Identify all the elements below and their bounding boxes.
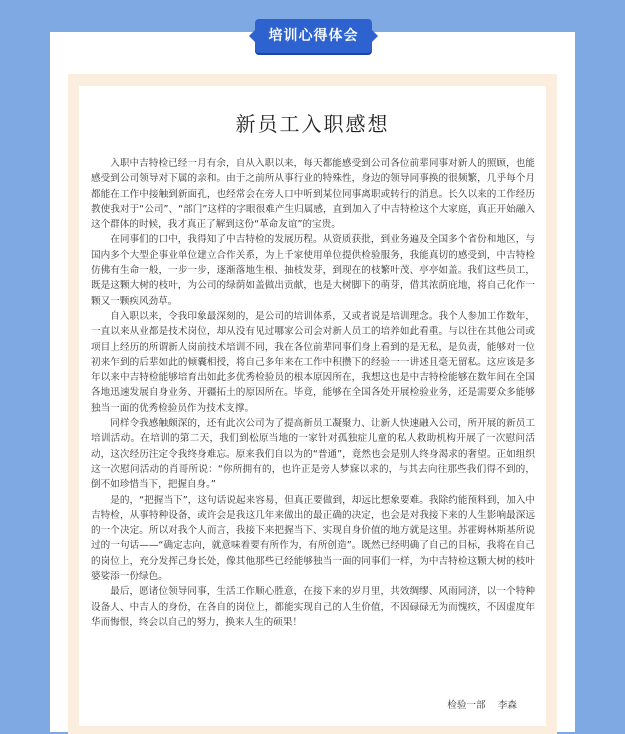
- article-paragraph: 自入职以来，令我印象最深刻的，是公司的培训体系，又或者说是培训理念。我个人参加工作数年，一直以来从业都是技术岗位，却从没有见过哪家公司会对新人员工的培养如此看重。与以往在其他公司或项目上经历的所谓新人岗前技术培训不同，我在各位前辈同事们身上看到的是无私，是负责，能够对一位初来乍到的后辈如此的倾囊相授，将自己多年来在工作中积攒下的经验一一讲述且毫无留私。这应该是多年以来中吉特检能够培育出如此多优秀检验员的根本原因所在，我想这也是中吉特检能够在数年间在全国各地迅速发展自身业务、开疆拓土的原因所在。毕竟，能够在全国各处开展检验业务，还是需要众多能够独当一面的优秀检验员作为技术支撑。: [91, 310, 535, 414]
- article-paragraph: 是的，“把握当下”，这句话说起来容易，但真正要做到，却远比想象要难。我除约能预料到，加入中吉特检，从事特种设备，或许会是我这几年来做出的最正确的决定，也会是对我接下来的人生影响最深远的一个决定。所以对我个人而言，我接下来把握当下、实现自身价值的地方就是这里。苏霍姆林斯基所说过的一句话——“确定志向，就意味着要有所作为，有所创造”。既然已经明确了自己的目标，我将在自己的岗位上，充分发挥己身长处，像其他那些已经能够独当一面的同事们一样，为中吉特检这颗大树的枝叶婆娑添一份绿色。: [91, 494, 535, 583]
- article-paragraph: 在同事们的口中，我得知了中吉特检的发展历程。从资质获批，到业务遍及全国多个省份和地区，与国内多个大型企事业单位建立合作关系，为上千家使用单位提供检验服务，我能真切的感受到，中吉特检仿佛有生命一般，一步一步，逐渐落地生根、抽枝发芽，到现在的枝繁叶茂、亭亭如盖。我们这些员工，既是这颗大树的枝叶，为公司的绿荫如盖做出贡献，也是大树脚下的萌芽，借其浓荫庇地，将自己化作一颗又一颗疾风劲草。: [91, 234, 535, 307]
- article-paragraph: 同样令我感触颇深的，还有此次公司为了提高新员工凝聚力、让新人快速融入公司，所开展的新员工培训活动。在培训的第二天，我们到松原当地的一家针对孤独症儿童的私人救助机构开展了一次慰问活动，这次经历注定令我终身难忘。原来我们自以为的“普通”，竟然也会是别人终身渴求的奢望。正如组织这一次慰问活动的肖哥所说：“你所拥有的，也许正是旁人梦寐以求的，与其去向往那些我们得不到的，倒不如珍惜当下，把握自身。”: [91, 418, 535, 491]
- article-signature: 检验一部 李森: [447, 700, 517, 711]
- article-paragraph: 入职中吉特检已经一月有余，自从入职以来，每天都能感受到公司各位前辈同事对新人的照顾，也能感受到公司领导对下属的亲和。由于之前所从事行业的特殊性，身边的领导同事换的很频繁，几乎每个月都能在工作中接触到新面孔，也经常会在旁人口中听到某位同事离职或转行的消息。长久以来的工作经历教使我对于“公司”、“部门”这样的字眼很难产生归属感，直到加入了中吉特检这个大家庭，真正开始融入这个群体的时候，我才真正了解到这份“革命友谊”的宝贵。: [91, 158, 535, 231]
- article-title: 新员工入职感想: [235, 112, 390, 136]
- section-tab: 培训心得体会: [255, 19, 372, 53]
- article-body: [91, 156, 535, 630]
- article-paragraph: 最后，愿诸位领导同事，生活工作顺心胜意，在接下来的岁月里，共效绸缪、风雨同济，以一个特种设备人、中吉人的身份，在各自的岗位上，都能实现自己的人生价值，不因碌碌无为而愧疚，不因虚度年华而悔恨，终会以自己的努力，换来人生的硕果！: [91, 586, 535, 628]
